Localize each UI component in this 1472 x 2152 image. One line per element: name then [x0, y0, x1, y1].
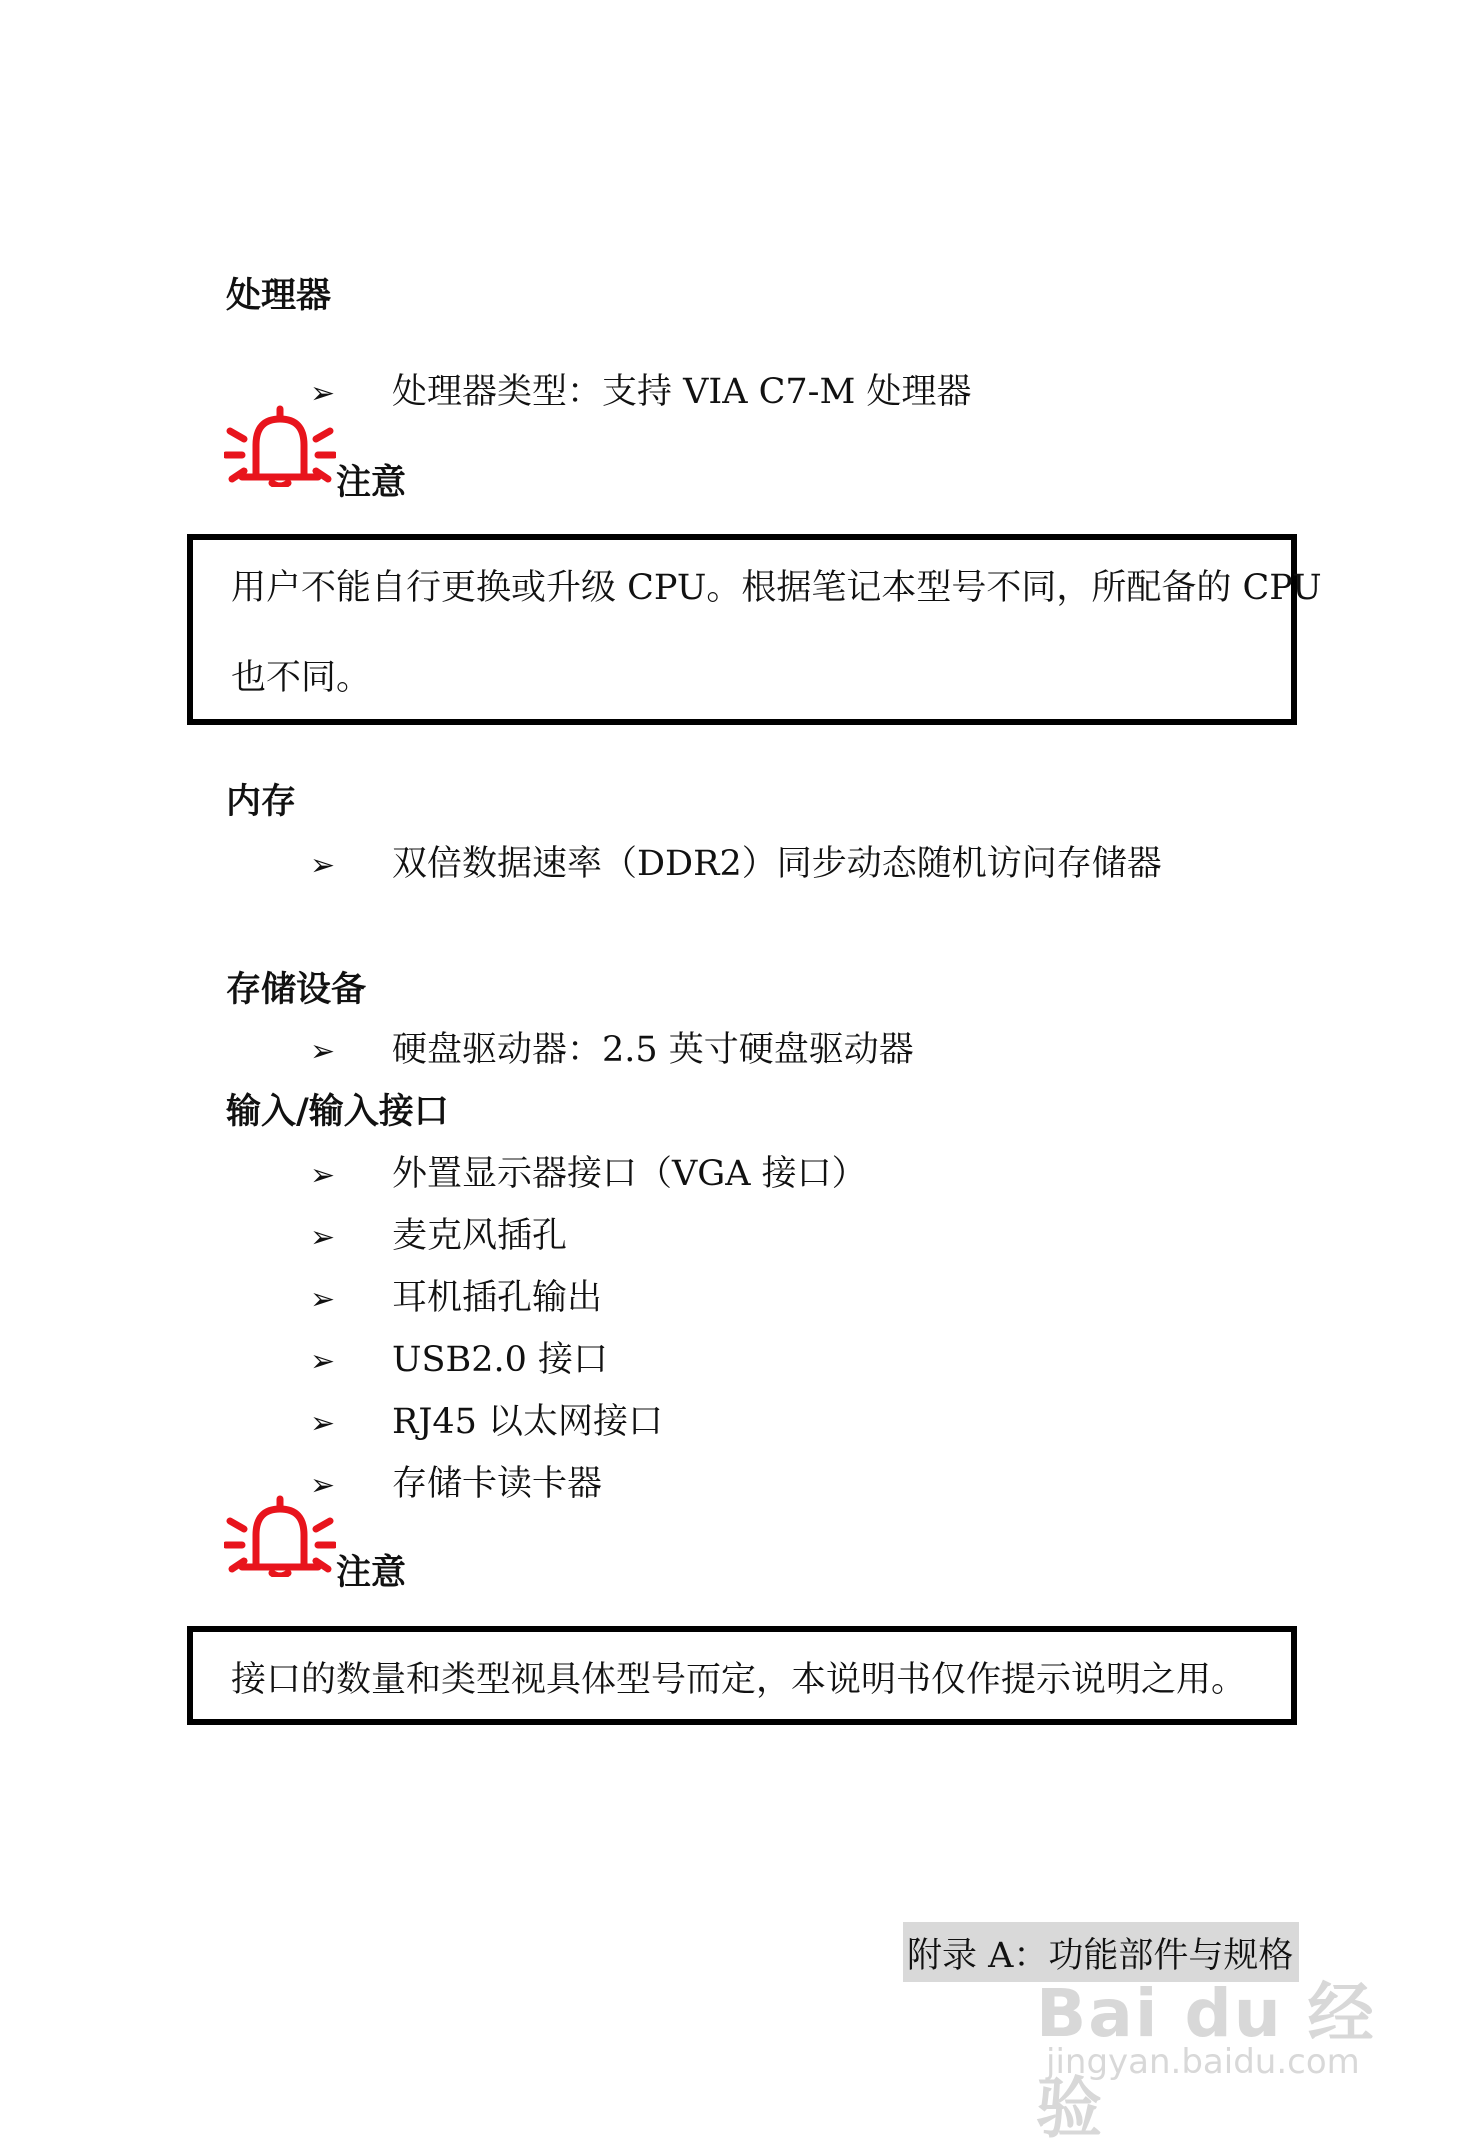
- bullet-arrow-icon: ➢: [310, 1034, 336, 1069]
- list-item-text: 耳机插孔输出: [392, 1278, 603, 1318]
- list-item-text: 硬盘驱动器：2.5 英寸硬盘驱动器: [392, 1030, 914, 1070]
- note-box: [187, 1626, 1297, 1725]
- list-item: [310, 1394, 663, 1444]
- alarm-bell-icon: [224, 405, 336, 487]
- bullet-arrow-icon: ➢: [310, 1468, 336, 1503]
- list-item-text: 存储卡读卡器: [392, 1464, 603, 1504]
- bullet-arrow-icon: ➢: [310, 376, 336, 411]
- watermark-url: jingyan.baidu.com: [1046, 2042, 1360, 2082]
- bullet-arrow-icon: ➢: [310, 1282, 336, 1317]
- bullet-arrow-icon: ➢: [310, 1406, 336, 1441]
- list-item: [310, 1208, 567, 1258]
- list-item: [310, 1270, 602, 1320]
- section-heading-processor: 处理器: [226, 275, 332, 316]
- note-box: [187, 534, 1322, 725]
- note-header: [224, 405, 414, 503]
- note-label: 注意: [336, 462, 407, 503]
- list-item: [310, 836, 1162, 886]
- list-item-text: 双倍数据速率（DDR2）同步动态随机访问存储器: [392, 844, 1162, 884]
- baidu-watermark: [1036, 1960, 1376, 2147]
- note-text-line: 接口的数量和类型视具体型号而定，本说明书仅作提示说明之用。: [231, 1660, 1247, 1700]
- list-item: [310, 1022, 914, 1072]
- bullet-arrow-icon: ➢: [310, 848, 336, 883]
- list-item: [310, 1332, 608, 1382]
- note-label: 注意: [336, 1552, 407, 1593]
- list-item-text: USB2.0 接口: [392, 1340, 608, 1380]
- watermark-logo: Bai du 经验: [1036, 1975, 1376, 2147]
- bullet-arrow-icon: ➢: [310, 1220, 336, 1255]
- list-item-text: 外置显示器接口（VGA 接口）: [392, 1154, 867, 1194]
- note-text-line: 用户不能自行更换或升级 CPU。根据笔记本型号不同，所配备的 CPU: [231, 568, 1322, 608]
- bullet-arrow-icon: ➢: [310, 1344, 336, 1379]
- list-item-text: 麦克风插孔: [392, 1216, 568, 1256]
- list-item-text: 处理器类型：支持 VIA C7-M 处理器: [392, 372, 972, 412]
- section-heading-storage: 存储设备: [226, 969, 367, 1010]
- page-footer-label: 附录 A：功能部件与规格: [903, 1922, 1299, 1982]
- note-text-line: 也不同。: [231, 658, 372, 698]
- list-item: [310, 1146, 867, 1196]
- alarm-bell-icon: [224, 1495, 336, 1577]
- note-header: [224, 1495, 414, 1593]
- section-heading-memory: 内存: [226, 781, 297, 822]
- list-item-text: RJ45 以太网接口: [392, 1402, 664, 1442]
- section-heading-io: 输入/输入接口: [226, 1091, 449, 1132]
- bullet-arrow-icon: ➢: [310, 1158, 336, 1193]
